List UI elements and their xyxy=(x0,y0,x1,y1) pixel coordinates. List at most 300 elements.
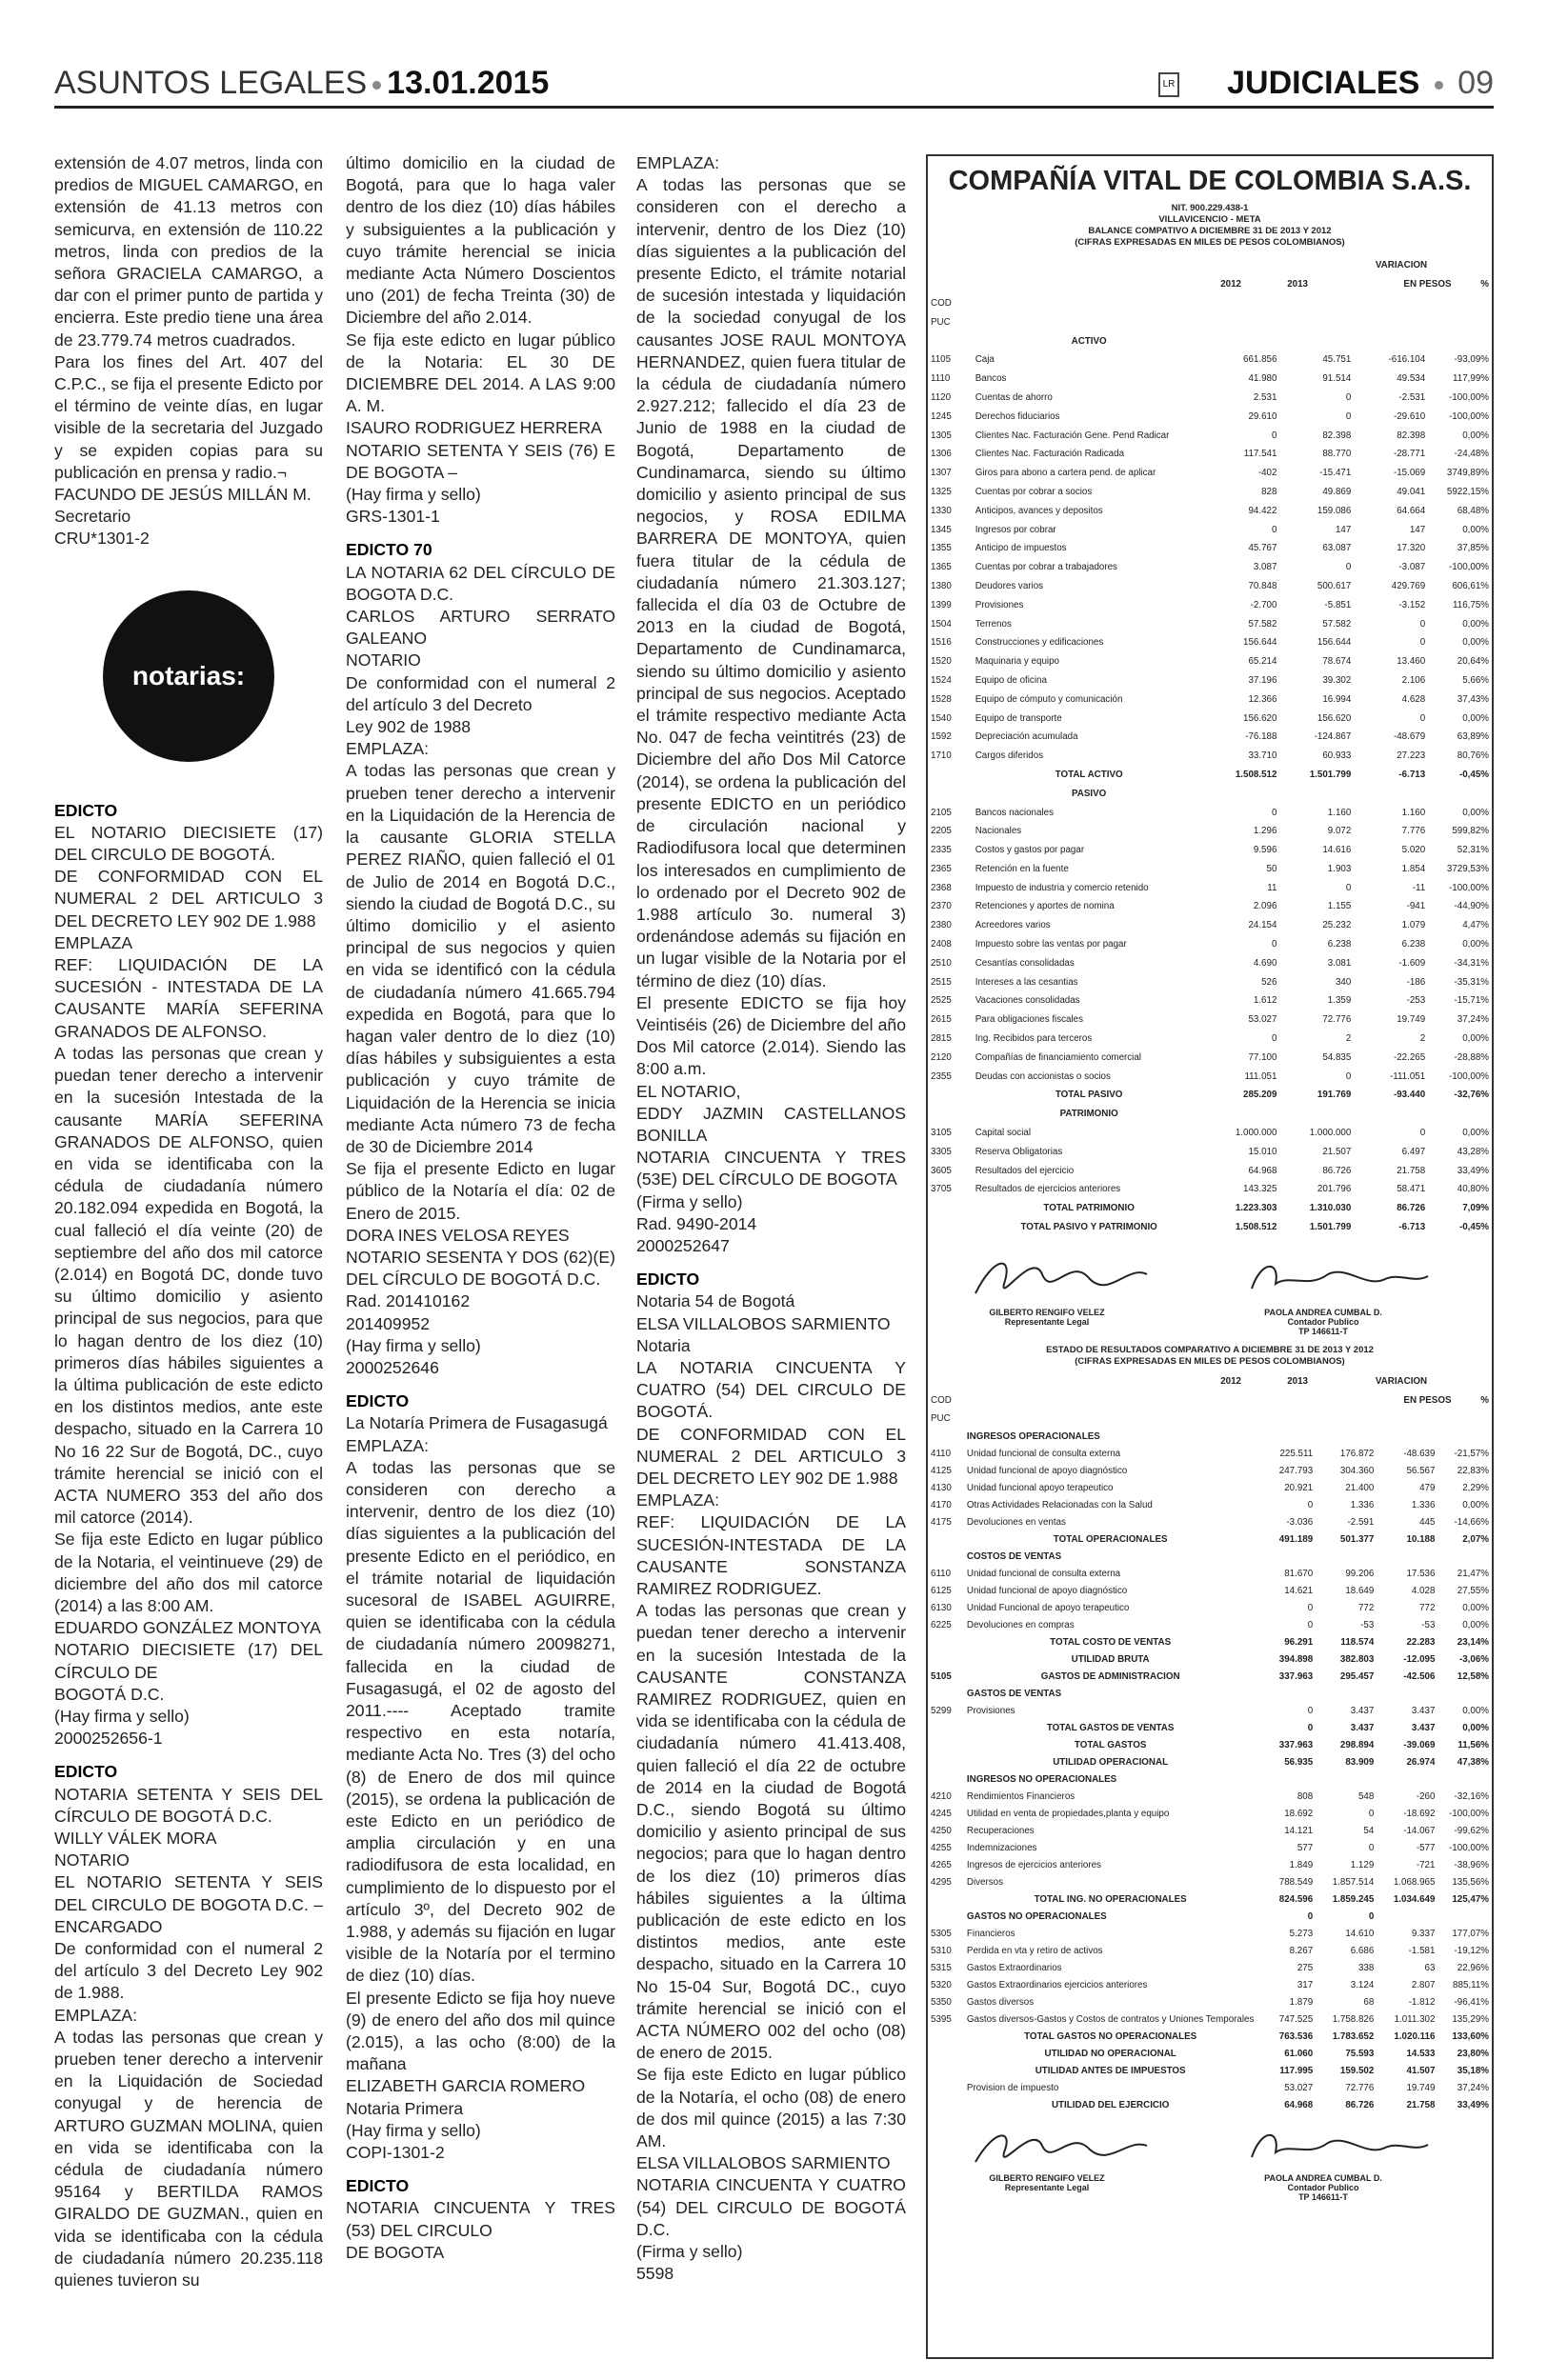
variation-cell: 4.028 xyxy=(1411,1586,1436,1597)
value-2012-cell: 788.549 xyxy=(1278,1877,1314,1889)
code-cell: 2105 xyxy=(931,807,952,818)
balance-title: BALANCE COMPATIVO A DICIEMBRE 31 DE 2013 Y 2012 xyxy=(1088,226,1332,236)
value-2012-cell: 64.968 xyxy=(1284,2100,1314,2111)
code-cell xyxy=(928,1105,973,1124)
table-row xyxy=(928,426,1492,445)
percent-cell: 2,29% xyxy=(1462,1483,1489,1494)
table-row xyxy=(928,2011,1492,2029)
code-cell: 4250 xyxy=(931,1826,952,1837)
value-2012-cell: 24.154 xyxy=(1248,920,1277,931)
table-row xyxy=(928,633,1492,652)
accountant-tp: TP 146611-T xyxy=(1298,1327,1348,1337)
value-2012-cell: 824.596 xyxy=(1278,1894,1314,1906)
variation-cell: 63 xyxy=(1424,1963,1436,1974)
value-2013-cell: 0 xyxy=(1368,1843,1375,1854)
results-title: ESTADO DE RESULTADOS COMPARATIVO A DICIEMBRE 31 DE 2013 Y 2012 xyxy=(1046,1345,1374,1356)
variation-cell: 0 xyxy=(1419,1128,1426,1139)
value-2012-cell: 0 xyxy=(1307,1500,1314,1511)
value-2013-cell: 3.437 xyxy=(1350,1723,1375,1734)
code-cell: 5310 xyxy=(931,1946,952,1957)
table-row xyxy=(928,1909,1492,1926)
edict-paragraph: NOTARIO xyxy=(346,650,421,670)
label-cell: Unidad funcional de apoyo diagnóstico xyxy=(966,1586,1128,1597)
edict-heading: EDICTO xyxy=(54,800,118,820)
value-2012-cell: 0 xyxy=(1271,524,1277,535)
value-2012-cell: 8.267 xyxy=(1289,1946,1314,1957)
value-2013-cell: 340 xyxy=(1335,976,1352,988)
value-2013-cell xyxy=(1279,331,1354,350)
variation-cell: -616.104 xyxy=(1388,354,1426,366)
percent-cell: 117,99% xyxy=(1453,373,1489,385)
value-2012-cell: 0 xyxy=(1307,1723,1314,1734)
code-cell: 4110 xyxy=(931,1449,952,1460)
cod-header: COD xyxy=(931,297,952,309)
table-row xyxy=(928,1463,1492,1480)
label-cell: Acreedores varios xyxy=(975,920,1051,931)
table-row xyxy=(928,1480,1492,1497)
value-2013-cell: 9.072 xyxy=(1327,826,1352,837)
code-cell: 2365 xyxy=(931,863,952,874)
table-row xyxy=(928,2097,1492,2114)
code-cell: 1105 xyxy=(931,354,952,366)
table-row xyxy=(928,501,1492,520)
label-cell: TOTAL OPERACIONALES xyxy=(1053,1534,1168,1546)
percent-cell: 12,58% xyxy=(1457,1671,1489,1683)
code-cell: 2205 xyxy=(931,826,952,837)
value-2013-cell: 1.501.799 xyxy=(1309,769,1352,780)
value-2013-cell: 18.649 xyxy=(1345,1586,1375,1597)
value-2012-cell: 65.214 xyxy=(1248,656,1277,668)
table-row xyxy=(928,1857,1492,1874)
percent-cell: -34,31% xyxy=(1454,957,1489,969)
table-row xyxy=(928,1651,1492,1669)
label-cell: Depreciación acumulada xyxy=(975,731,1078,743)
value-2013-cell: 0 xyxy=(1345,562,1352,573)
label-cell: UTILIDAD ANTES DE IMPUESTOS xyxy=(1035,2066,1186,2077)
table-row xyxy=(928,595,1492,614)
code-cell: 2525 xyxy=(931,995,952,1007)
variation-cell: -1.581 xyxy=(1408,1946,1436,1957)
value-2013-cell: 1.336 xyxy=(1350,1500,1375,1511)
percent-cell: 0,00% xyxy=(1462,1706,1489,1717)
code-cell xyxy=(928,2029,964,2046)
percent-cell: 3749,89% xyxy=(1446,468,1489,479)
percent-cell: 885,11% xyxy=(1453,1980,1489,1991)
value-2013-cell: 21.507 xyxy=(1322,1146,1352,1157)
percent-cell: -100,00% xyxy=(1449,1843,1489,1854)
edict-paragraph: 2000252646 xyxy=(346,1357,439,1377)
variation-cell xyxy=(1377,1909,1437,1926)
legal-rep-role: Representante Legal xyxy=(1004,1317,1090,1328)
value-2012-cell: 0 xyxy=(1271,807,1277,818)
table-row xyxy=(928,1960,1492,1977)
variation-cell: -12.095 xyxy=(1403,1654,1436,1666)
edict-paragraph: último domicilio en la ciudad de Bogotá, para que lo haga valer dentro de los diez (10) días hábiles y subsiguientes a la publicación y cuyo trámite herencial se inicia mediante Acta Número Doscientos uno (201) de fecha Treinta (30) de Diciembre del año 2.014. xyxy=(346,153,615,328)
value-2013-cell: 118.574 xyxy=(1340,1637,1375,1649)
percent-cell: 11,56% xyxy=(1458,1740,1489,1751)
table-row xyxy=(928,558,1492,577)
table-row xyxy=(928,652,1492,671)
label-cell: Gastos diversos-Gastos y Costos de contratos y Uniones Temporales xyxy=(966,2014,1255,2026)
variation-cell: -3.152 xyxy=(1398,599,1426,610)
edict-paragraph: CARLOS ARTURO SERRATO GALEANO xyxy=(346,607,615,649)
code-cell: 1365 xyxy=(931,562,952,573)
label-cell: Devoluciones en ventas xyxy=(966,1517,1066,1529)
variation-cell: -42.506 xyxy=(1403,1671,1436,1683)
variation-cell: -15.069 xyxy=(1393,468,1426,479)
variation-cell: -11 xyxy=(1412,882,1426,893)
value-2013-cell: -5.851 xyxy=(1324,599,1352,610)
variation-cell: 13.460 xyxy=(1397,656,1426,668)
label-cell: Equipo de cómputo y comunicación xyxy=(975,693,1123,705)
variation-cell: 56.567 xyxy=(1406,1466,1436,1477)
label-cell: Diversos xyxy=(966,1877,1004,1889)
value-2013-cell: 88.770 xyxy=(1322,449,1352,460)
percent-cell: 22,96% xyxy=(1457,1963,1489,1974)
financial-statement xyxy=(926,154,1494,2359)
label-cell: UTILIDAD NO OPERACIONAL xyxy=(1044,2049,1176,2060)
edict-paragraph: NOTARIO xyxy=(54,1850,130,1870)
label-cell: Rendimientos Financieros xyxy=(966,1791,1076,1803)
edict-paragraph: NOTARIA SETENTA Y SEIS DEL CÍRCULO DE BOGOTÁ D.C. xyxy=(54,1784,323,1826)
percent-cell: 0,00% xyxy=(1462,1500,1489,1511)
table-row xyxy=(928,972,1492,991)
variation-cell: -14.067 xyxy=(1403,1826,1436,1837)
value-2012-cell: 526 xyxy=(1261,976,1277,988)
label-cell: Clientes Nac. Facturación Gene. Pend Radicar xyxy=(975,430,1170,441)
percent-cell: 606,61% xyxy=(1452,580,1489,591)
variation-cell: 1.079 xyxy=(1401,920,1426,931)
value-2012-cell: 4.690 xyxy=(1253,957,1277,969)
label-cell: Ingresos de ejercicios anteriores xyxy=(966,1860,1101,1871)
edict-paragraph: A todas las personas que crean y prueben tener derecho a intervenir en la Liquidación de Sociedad conyugal y de herencia de ARTURO GUZMAN MOLINA, quien en vida se identificaba con la cédula de ciudadanía número 95164 y BERTILDA RAMOS GIRALDO DE GUZMAN., quien en vida se identificaba con la cédula de ciudadanía número 20.235.118 quienes tuvieron su xyxy=(54,2027,323,2290)
table-row xyxy=(928,1180,1492,1199)
edict-heading: EDICTO xyxy=(346,2176,410,2196)
percent-cell: -21,57% xyxy=(1454,1449,1489,1460)
edict-paragraph: (Hay firma y sello) xyxy=(54,1706,190,1726)
table-row xyxy=(928,1566,1492,1583)
variation-cell: -260 xyxy=(1416,1791,1436,1803)
label-cell: Cuentas por cobrar a socios xyxy=(975,486,1093,497)
value-2013-cell: 45.751 xyxy=(1322,354,1352,366)
percent-cell: 68,48% xyxy=(1457,505,1489,516)
label-cell: Recuperaciones xyxy=(966,1826,1035,1837)
code-cell: 1524 xyxy=(931,674,952,686)
variation-cell: 147 xyxy=(1409,524,1426,535)
edict-paragraph: A todas las personas que se consideren con derecho a intervenir, dentro de los diez (10) días siguientes a la publicación del presente Edicto en el periódico, en el trámite notarial de liquidación sucesoral de ISABEL AGUIRRE, quien se identificaba con la cédula de ciudadanía número 20098271, fallecida en la ciudad de Fusagasugá, el 02 de agosto del 2011.---- Aceptado tramite respectivo en esta notaría, mediante Acta No. Tres (3) del ocho (8) de Enero de dos mil quince (2015), se ordena la publicación de este Edicto en un periódico de amplia circulación y en una radiodifusora de esta localidad, en cumplimiento de lo dispuesto por el artículo 3º, del Decreto 902 de 1.988, y además su fijación en lugar visible de la Notaría por el termino de diez (10) días. xyxy=(346,1457,615,1986)
code-cell xyxy=(928,2080,964,2097)
table-row xyxy=(928,350,1492,370)
percent-cell: 0,00% xyxy=(1462,1723,1489,1734)
value-2012-cell: 0 xyxy=(1307,1911,1314,1923)
variation-cell: -6.713 xyxy=(1398,1222,1426,1233)
value-2012-cell: 3.087 xyxy=(1253,562,1277,573)
table-row xyxy=(928,747,1492,766)
edict-paragraph: A todas las personas que crean y prueben tener derecho a intervenir en la Liquidación de la Herencia de la causante GLORIA STELLA PEREZ RIAÑO, quien falleció el 01 de Julio de 2014 en Bogotá D.C., siendo la ciudad de Bogotá D.C., su último domicilio y el asiento principal de sus negocios y quien en vida se identificó con la cédula de ciudadanía número 41.665.794 expedida en Bogotá, para que lo hagan valer dentro de lo diez (10) días hábiles y subsiguientes a esta publicación y cuyo trámite de Liquidación de la Herencia se inicia mediante Acta número 73 de fecha de 30 de Diciembre 2014 xyxy=(346,761,615,1156)
value-2012-cell: 15.010 xyxy=(1248,1146,1277,1157)
edict-heading: EDICTO 70 xyxy=(346,540,432,560)
value-2013-cell: 501.377 xyxy=(1339,1534,1375,1546)
percent-cell: -28,88% xyxy=(1454,1051,1489,1063)
value-2012-cell: 491.189 xyxy=(1278,1534,1314,1546)
code-cell: 1330 xyxy=(931,505,952,516)
value-2012-cell: 1.000.000 xyxy=(1235,1128,1277,1139)
accountant-name: PAOLA ANDREA CUMBAL D. xyxy=(1264,2172,1382,2183)
value-2012-cell: 56.935 xyxy=(1284,1757,1314,1769)
label-cell: Cesantías consolidadas xyxy=(975,957,1075,969)
signature-graphic xyxy=(1242,2124,1433,2171)
variation-cell: 49.534 xyxy=(1397,373,1426,385)
table-row xyxy=(928,1531,1492,1549)
percent-cell: -100,00% xyxy=(1449,1809,1489,1820)
variation-cell: -1.812 xyxy=(1408,1997,1436,2009)
code-cell: 1528 xyxy=(931,693,952,705)
balance-header xyxy=(928,256,1492,331)
table-row xyxy=(928,614,1492,633)
variation-cell: -941 xyxy=(1406,901,1426,912)
value-2012-cell: 2.531 xyxy=(1253,391,1277,403)
label-cell: TOTAL PATRIMONIO xyxy=(1043,1203,1135,1214)
label-cell: UTILIDAD BRUTA xyxy=(1071,1654,1150,1666)
value-2013-cell: 1.160 xyxy=(1327,807,1352,818)
label-cell: Retención en la fuente xyxy=(975,863,1069,874)
edict-paragraph: El presente Edicto se fija hoy nueve (9) de enero del año dos mil quince (2.015), a las ocho (8:00) de la mañana xyxy=(346,1988,615,2074)
label-cell: Compañías de financiamiento comercial xyxy=(975,1051,1141,1063)
signature-graphic xyxy=(966,2119,1156,2176)
column-2 xyxy=(346,152,615,2264)
value-2012-cell: 577 xyxy=(1297,1843,1314,1854)
value-2013-cell: 1.758.826 xyxy=(1332,2014,1375,2026)
value-2012-cell: 1.223.303 xyxy=(1235,1203,1277,1214)
code-cell: 2510 xyxy=(931,957,952,969)
code-cell: 2408 xyxy=(931,939,952,950)
value-2013-cell: 1.129 xyxy=(1350,1860,1375,1871)
table-row xyxy=(928,1977,1492,1994)
edict-paragraph: CRU*1301-2 xyxy=(54,529,150,549)
code-cell: 4255 xyxy=(931,1843,952,1854)
value-2012-cell: -402 xyxy=(1257,468,1277,479)
percent-cell: 0,00% xyxy=(1462,637,1489,649)
value-2012-cell: 53.027 xyxy=(1284,2083,1314,2094)
label-cell: Unidad funcional de consulta externa xyxy=(966,1449,1121,1460)
code-cell: 3605 xyxy=(931,1165,952,1176)
table-row xyxy=(928,1583,1492,1600)
value-2012-cell: 0 xyxy=(1307,1706,1314,1717)
variation-cell: -111.051 xyxy=(1389,1070,1426,1082)
code-cell xyxy=(928,2046,964,2063)
code-cell xyxy=(928,1199,973,1218)
label-cell: Gastos Extraordinarios ejercicios anteriores xyxy=(966,1980,1148,1991)
value-2013-cell xyxy=(1316,1429,1377,1446)
variation-cell: 0 xyxy=(1419,618,1426,630)
value-2012-cell: 225.511 xyxy=(1279,1449,1314,1460)
label-cell: Anticipo de impuestos xyxy=(975,543,1067,554)
percent-cell: 22,83% xyxy=(1457,1466,1489,1477)
table-row xyxy=(928,766,1492,785)
company-city: VILLAVICENCIO - META xyxy=(1158,214,1261,225)
variation-cell: 1.020.116 xyxy=(1394,2031,1436,2043)
percent-cell: 23,14% xyxy=(1457,1637,1489,1649)
table-row xyxy=(928,690,1492,709)
percent-cell: -15,71% xyxy=(1454,995,1489,1007)
value-2012-cell: 41.980 xyxy=(1248,373,1277,385)
value-2012-cell: 12.366 xyxy=(1248,693,1277,705)
code-cell: 2120 xyxy=(931,1051,952,1063)
code-cell: 1120 xyxy=(931,391,952,403)
edict-paragraph: Notaria Primera xyxy=(346,2098,464,2118)
table-row xyxy=(928,1669,1492,1686)
edict-paragraph: EMPLAZA: xyxy=(54,2005,138,2025)
label-cell: Unidad funcional de apoyo diagnóstico xyxy=(966,1466,1128,1477)
value-2013-cell: 21.400 xyxy=(1345,1483,1375,1494)
variation-cell: 27.223 xyxy=(1397,750,1426,762)
percent-cell: -0,45% xyxy=(1458,1222,1489,1233)
value-2013-cell: 500.617 xyxy=(1317,580,1352,591)
value-2013-cell xyxy=(1279,1105,1354,1124)
table-row xyxy=(928,822,1492,841)
value-2012-cell: 156.620 xyxy=(1243,712,1277,724)
percent-cell: 37,43% xyxy=(1457,693,1489,705)
label-cell: TOTAL PASIVO xyxy=(1055,1090,1123,1101)
percent-cell: 0,00% xyxy=(1462,1128,1489,1139)
value-2013-cell xyxy=(1316,1771,1377,1789)
table-row xyxy=(928,916,1492,935)
percent-cell xyxy=(1428,331,1492,350)
table-row xyxy=(928,803,1492,822)
percent-cell: -35,31% xyxy=(1454,976,1489,988)
variation-cell: 445 xyxy=(1419,1517,1436,1529)
variation-cell: -28.771 xyxy=(1393,449,1426,460)
table-row xyxy=(928,1199,1492,1218)
code-cell: 4295 xyxy=(931,1877,952,1889)
variation-cell: 479 xyxy=(1419,1483,1436,1494)
variation-cell: 2.106 xyxy=(1401,674,1426,686)
code-cell: 2368 xyxy=(931,882,952,893)
lr-logo-icon: LR xyxy=(1158,72,1179,97)
variation-cell: -6.713 xyxy=(1398,769,1426,780)
percent-cell: 135,29% xyxy=(1452,2014,1489,2026)
separator-dot xyxy=(1435,81,1443,90)
code-cell: 4175 xyxy=(931,1517,952,1529)
percent-cell: 135,56% xyxy=(1452,1877,1489,1889)
value-2012-cell: 29.610 xyxy=(1248,410,1277,422)
value-2012-cell: 94.422 xyxy=(1248,505,1277,516)
value-2012-cell: 18.692 xyxy=(1284,1809,1314,1820)
edict-paragraph: La Notaría Primera de Fusagasugá xyxy=(346,1413,608,1433)
label-cell: Unidad Funcional de apoyo terapeutico xyxy=(966,1603,1130,1614)
code-cell: 2515 xyxy=(931,976,952,988)
percent-cell: 33,49% xyxy=(1457,1165,1489,1176)
variation-cell: 14.533 xyxy=(1406,2049,1436,2060)
value-2012-cell: 143.325 xyxy=(1243,1184,1277,1195)
table-row xyxy=(928,784,1492,803)
variation-cell: -3.087 xyxy=(1398,562,1426,573)
year-2013-header: 2013 xyxy=(1287,1375,1308,1387)
value-2013-cell: 57.582 xyxy=(1322,618,1352,630)
value-2013-cell: 6.686 xyxy=(1350,1946,1375,1957)
issue-date: 13.01.2015 xyxy=(387,65,550,101)
edict-paragraph: extensión de 4.07 metros, linda con predios de MIGUEL CAMARGO, en extensión de 41.13 metros con semicurva, en extensión de 110.22 metros, linda con predios de la señora GRACIELA CAMARGO, a dar con el primer punto de partida y encierra. Este predio tiene una área de 23.779.74 metros cuadrados. xyxy=(54,153,323,350)
variation-cell: 1.854 xyxy=(1401,863,1426,874)
value-2013-cell: -124.867 xyxy=(1314,731,1352,743)
label-cell: Otras Actividades Relacionadas con la Salud xyxy=(966,1500,1153,1511)
variation-header: VARIACION xyxy=(1375,1375,1428,1387)
table-row xyxy=(928,1600,1492,1617)
value-2013-cell: 0 xyxy=(1345,882,1352,893)
percent-cell: 23,80% xyxy=(1457,2049,1489,2060)
signature-graphic xyxy=(1242,1255,1433,1303)
edict-paragraph: A todas las personas que se consideren con el derecho a intervenir, dentro de los Diez (10) días siguientes a la publicación del presente Edicto, el trámite notarial de sucesión intestada y liquidación de la sociedad conyugal de los causantes JOSE RAUL MONTOYA HERNANDEZ, quien fuera titular de la cédula de ciudadanía número 2.927.212; fallecido el día 23 de Junio de 1988 en la ciudad de Bogotá, Departamento de Cundinamarca, siendo su último domicilio y asiento principal de sus negocios, y ROSA EDILMA BARRERA DE MONTOYA, quien fuera titular de la cédula de ciudadanía número 21.303.127; fallecida el día 03 de Octubre de 2013 en la ciudad de Bogotá, Departamento de Cundinamarca, siendo su último domicilio y asiento principal de sus negocios. Aceptado el trámite respectivo mediante Acta No. 047 de fecha veintitrés (23) de Diciembre del año Dos Mil Catorce (2014), se ordena la publicación del presente EDICTO en un periódico de circulación nacional y Radiodifusora local que determinen los interesados en cumplimiento de lo ordenado por el Decreto 902 de 1.988 artículo 3o. numeral 3) ordenándose además su fijación en un lugar visible de la Notaria por el término de diez (10) días. xyxy=(636,175,906,990)
percent-cell xyxy=(1428,1105,1492,1124)
column-1 xyxy=(54,152,323,2291)
percent-cell: 4,47% xyxy=(1462,920,1489,931)
table-row xyxy=(928,1634,1492,1651)
results-units: (CIFRAS EXPRESADAS EN MILES DE PESOS COLOMBIANOS) xyxy=(1075,1356,1345,1368)
section-title: ASUNTOS LEGALES xyxy=(54,65,368,101)
edict-paragraph: NOTARIA CINCUENTA Y TRES (53E) DEL CÍRCULO DE BOGOTA xyxy=(636,1148,906,1190)
variation-cell: 6.238 xyxy=(1401,939,1426,950)
table-row xyxy=(928,1105,1492,1124)
variation-cell: -18.692 xyxy=(1403,1809,1436,1820)
table-row xyxy=(928,539,1492,558)
value-2013-cell: -53 xyxy=(1360,1620,1375,1631)
variation-cell: 9.337 xyxy=(1411,1929,1436,1940)
variation-cell: 1.068.965 xyxy=(1393,1877,1436,1889)
code-cell: 5315 xyxy=(931,1963,952,1974)
table-row xyxy=(928,1142,1492,1161)
percent-cell: 116,75% xyxy=(1453,599,1489,610)
code-cell xyxy=(928,1771,964,1789)
edict-paragraph: (Firma y sello) xyxy=(636,1191,743,1211)
results-table xyxy=(928,1429,1492,2114)
code-cell: 2380 xyxy=(931,920,952,931)
value-2013-cell: 72.776 xyxy=(1322,1014,1352,1026)
table-row xyxy=(928,953,1492,972)
percent-cell: 0,00% xyxy=(1462,1620,1489,1631)
variation-cell: -39.069 xyxy=(1403,1740,1436,1751)
label-cell: TOTAL COSTO DE VENTAS xyxy=(1050,1637,1172,1649)
table-row xyxy=(928,1549,1492,1566)
separator-dot xyxy=(372,81,381,90)
code-cell: 6225 xyxy=(931,1620,952,1631)
table-row xyxy=(928,389,1492,408)
balance-units: (CIFRAS EXPRESADAS EN MILES DE PESOS COLOMBIANOS) xyxy=(1075,237,1345,248)
variation-cell: -577 xyxy=(1416,1843,1436,1854)
percent-cell: 125,47% xyxy=(1452,1894,1489,1906)
percent-cell: 37,85% xyxy=(1457,543,1489,554)
value-2013-cell: 295.457 xyxy=(1339,1671,1375,1683)
edict-paragraph: (Firma y sello) xyxy=(636,2242,743,2262)
percent-cell: 0,00% xyxy=(1462,618,1489,630)
value-2013-cell: 54.835 xyxy=(1322,1051,1352,1063)
edict-paragraph: EDUARDO GONZÁLEZ MONTOYA xyxy=(54,1618,321,1638)
code-cell xyxy=(928,2097,964,2114)
value-2012-cell: 763.536 xyxy=(1278,2031,1314,2043)
variation-cell: 17.536 xyxy=(1406,1569,1436,1580)
percent-cell: 0,00% xyxy=(1462,939,1489,950)
label-cell: Clientes Nac. Facturación Radicada xyxy=(975,449,1125,460)
code-cell: 1110 xyxy=(931,373,951,385)
edict-heading: EDICTO xyxy=(636,1270,700,1290)
variation-cell: 21.758 xyxy=(1406,2100,1436,2111)
variation-cell: 10.188 xyxy=(1406,1534,1436,1546)
percent-cell: -100,00% xyxy=(1449,562,1489,573)
variation-cell: -29.610 xyxy=(1393,410,1426,422)
edict-paragraph: EMPLAZA: xyxy=(636,153,720,172)
value-2013-cell: -2.591 xyxy=(1347,1517,1375,1529)
value-2013-cell: 1.857.514 xyxy=(1332,1877,1375,1889)
value-2012-cell: 14.621 xyxy=(1284,1586,1314,1597)
